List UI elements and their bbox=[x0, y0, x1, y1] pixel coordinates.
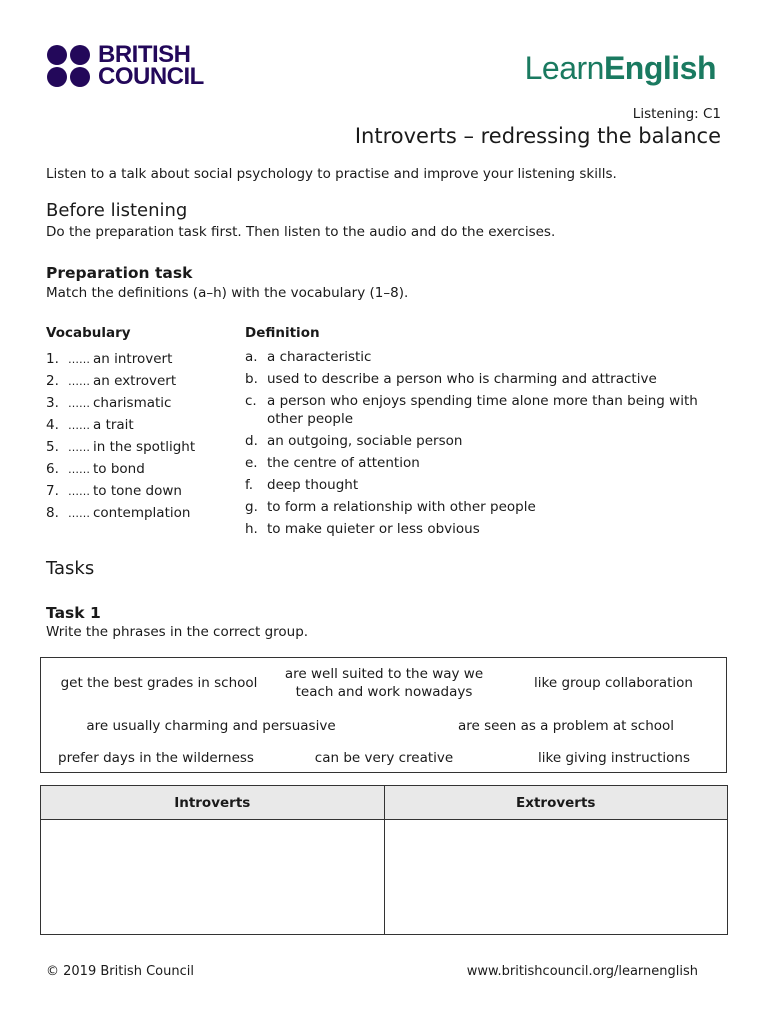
list-item: c. a person who enjoys spending time alone more than being with other people bbox=[245, 393, 698, 427]
answer-blank[interactable]: …… bbox=[68, 397, 90, 410]
answer-blank[interactable]: …… bbox=[68, 353, 90, 366]
answer-blank[interactable]: …… bbox=[68, 375, 90, 388]
intro-text: Listen to a talk about social psychology to practise and improve your listening skills. bbox=[46, 166, 617, 182]
english-part: English bbox=[603, 50, 716, 86]
list-item: e. the centre of attention bbox=[245, 455, 420, 471]
task1-heading: Task 1 bbox=[46, 604, 101, 622]
list-item: b. used to describe a person who is charming and attractive bbox=[245, 371, 657, 387]
phrase-box bbox=[40, 657, 727, 773]
phrase-item[interactable]: are well suited to the way we teach and work nowadays bbox=[284, 666, 484, 700]
list-item: 7. …… to tone down bbox=[46, 480, 195, 502]
before-listening-heading: Before listening bbox=[46, 200, 188, 221]
list-item: h. to make quieter or less obvious bbox=[245, 521, 480, 537]
list-item: 6. …… to bond bbox=[46, 458, 195, 480]
phrase-item[interactable]: get the best grades in school bbox=[60, 675, 258, 691]
vocabulary-list bbox=[46, 348, 195, 524]
preparation-heading: Preparation task bbox=[46, 264, 193, 282]
answer-blank[interactable]: …… bbox=[68, 507, 90, 520]
list-item: a. a characteristic bbox=[245, 349, 372, 365]
phrase-item[interactable]: are usually charming and persuasive bbox=[86, 718, 336, 734]
british-council-logo bbox=[46, 41, 216, 90]
phrase-item[interactable]: can be very creative bbox=[314, 750, 454, 766]
british-council-wordmark bbox=[98, 41, 204, 90]
answer-blank[interactable]: …… bbox=[68, 485, 90, 498]
level-label: Listening: C1 bbox=[632, 106, 721, 122]
vocabulary-header: Vocabulary bbox=[46, 325, 131, 341]
list-item: g. to form a relationship with other people bbox=[245, 499, 536, 515]
extroverts-header: Extroverts bbox=[384, 786, 728, 820]
list-item: f. deep thought bbox=[245, 477, 359, 493]
learn-part: Learn bbox=[524, 50, 604, 86]
introverts-answer-cell[interactable] bbox=[41, 820, 385, 935]
answer-blank[interactable]: …… bbox=[68, 419, 90, 432]
footer-url[interactable]: www.britishcouncil.org/learnenglish bbox=[466, 964, 698, 979]
page-title: Introverts – redressing the balance bbox=[354, 124, 721, 148]
brand-line-2: COUNCIL bbox=[98, 63, 204, 90]
list-item: d. an outgoing, sociable person bbox=[245, 433, 463, 449]
before-listening-text: Do the preparation task first. Then listen to the audio and do the exercises. bbox=[46, 224, 556, 240]
list-item: 8. …… contemplation bbox=[46, 502, 195, 524]
answer-blank[interactable]: …… bbox=[68, 441, 90, 454]
definition-header: Definition bbox=[245, 325, 320, 341]
tasks-heading: Tasks bbox=[46, 558, 95, 579]
extroverts-answer-cell[interactable] bbox=[384, 820, 728, 935]
list-item: 2. …… an extrovert bbox=[46, 370, 195, 392]
task1-instructions: Write the phrases in the correct group. bbox=[46, 624, 309, 640]
list-item: 4. …… a trait bbox=[46, 414, 195, 436]
preparation-text: Match the definitions (a–h) with the vocabulary (1–8). bbox=[46, 285, 409, 301]
brand-line-1: BRITISH bbox=[98, 41, 191, 68]
phrase-item[interactable]: like group collaboration bbox=[534, 675, 693, 691]
footer-copyright: © 2019 British Council bbox=[46, 964, 194, 979]
introverts-header: Introverts bbox=[41, 786, 385, 820]
phrase-item[interactable]: like giving instructions bbox=[538, 750, 690, 766]
definition-list bbox=[245, 348, 705, 542]
phrase-item[interactable]: prefer days in the wilderness bbox=[58, 750, 254, 766]
learnenglish-logo bbox=[525, 50, 716, 87]
list-item: 3. …… charismatic bbox=[46, 392, 195, 414]
british-council-dots-icon bbox=[46, 44, 92, 88]
sorting-table bbox=[40, 785, 728, 935]
phrase-item[interactable]: are seen as a problem at school bbox=[457, 718, 675, 734]
list-item: 1. …… an introvert bbox=[46, 348, 195, 370]
list-item: 5. …… in the spotlight bbox=[46, 436, 195, 458]
answer-blank[interactable]: …… bbox=[68, 463, 90, 476]
